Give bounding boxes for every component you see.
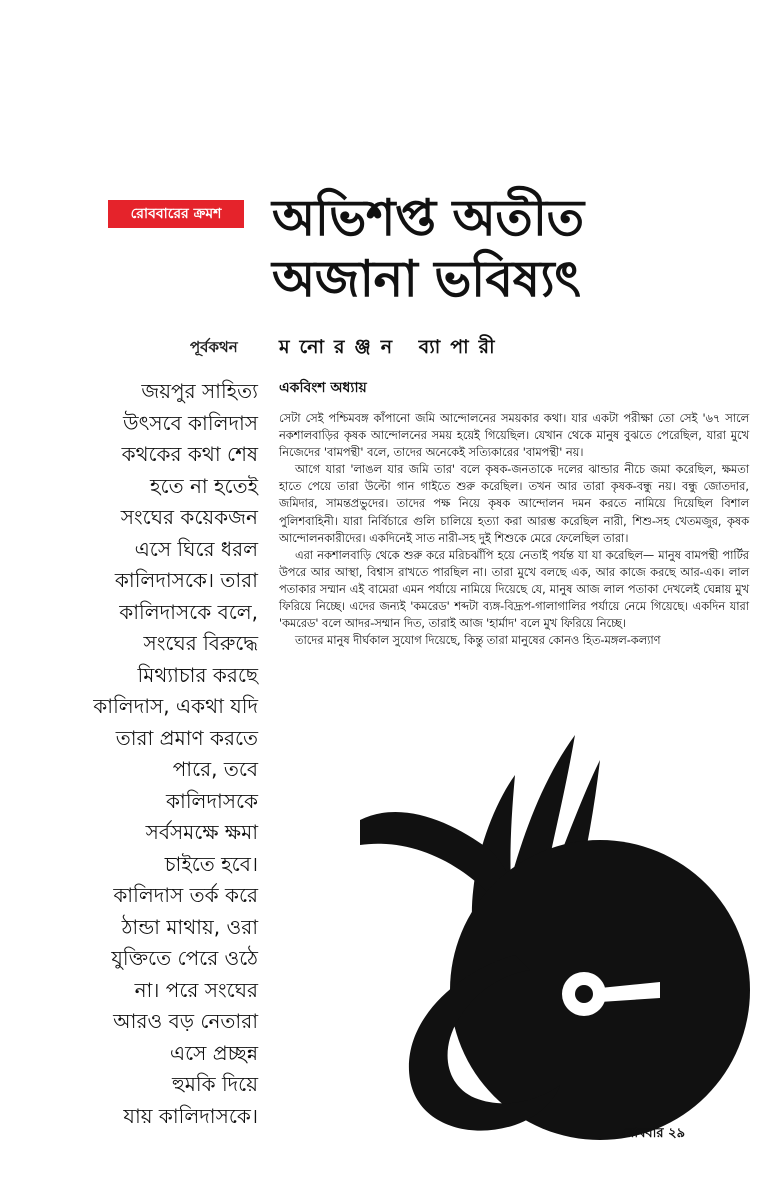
pull-quote-line: হতে না হতেই [150,473,258,498]
column-badge: রোববারের ক্রমশ [108,200,244,228]
pull-quote-line: যুক্তিতে পেরে ওঠে [111,946,258,970]
article-title [272,188,742,310]
body-paragraph: তাদের মানুষ দীর্ঘকাল সুযোগ দিয়েছে, কিন্তু তারা মানুষের কোনও হিত-মঙ্গল-কল্যাণ [295,634,661,648]
section-label: পূর্বকথন [190,338,238,356]
chapter-heading: একবিংশ অধ্যায় [279,380,367,396]
pull-quote-line: আরও বড় নেতারা [113,1009,258,1033]
pull-quote-line: মিথ্যাচার করছে [137,662,258,687]
pull-quote-line: উৎসবে কালিদাস [123,410,258,435]
page-footer: রোববার ২৯ [622,1126,686,1141]
pull-quote-line: কালিদাস, একথা যদি [93,694,258,718]
pull-quote [60,376,258,1132]
pull-quote-line: কালিদাসকে [166,788,258,813]
keyhole-center [575,985,593,1003]
ink-illustration [340,720,770,1165]
pull-quote-line: চাইতে হবে। [164,851,258,876]
pull-quote-line: সংঘের কয়েকজন [120,505,258,529]
pull-quote-line: কালিদাস তর্ক করে [113,883,258,907]
pull-quote-line: কালিদাসকে বলে, [119,599,258,624]
pull-quote-line: এসে ঘিরে ধরল [134,536,258,561]
body-paragraph: এরা নকশালবাড়ি থেকে শুরু করে মরিচঝাঁপি হয়ে নেতাই পর্যন্ত যা যা করেছিল— মানুষ বামপন্থী পার্টির উপরে আর আস্থা, বিশ্বাস রাখতে পারছিল না। তারা মুখে বলছে এক, আর কাজে করছে আর-এক। লাল পতাকার সম্মান এই বামেরা এমন পর্যায়ে নামিয়ে দিয়েছে যে, মানুষ আজ লাল পতাকা দেখলেই ঘেন্নায় মুখ ফিরিয়ে নিচ্ছে। এদের জন্যই 'কমরেড' শব্দটা ব্যঙ্গ-বিদ্রূপ-গালাগালির পর্যায়ে নেমে গিয়েছে। একদিন যারা 'কমরেড' বলে আদর-সম্মান দিত, তারাই আজ 'হার্মাদ' বলে মুখ ফিরিয়ে নিচ্ছে। [279,548,749,631]
pull-quote-line: তারা প্রমাণ করতে [115,725,258,750]
pull-quote-line: না। পরে সংঘের [134,977,258,1002]
pull-quote-line: পারে, তবে [172,757,258,781]
pull-quote-line: কথকের কথা শেষ [121,442,258,466]
pull-quote-line: জয়পুর সাহিত্য [141,379,258,403]
body-paragraph: সেটা সেই পশ্চিমবঙ্গ কাঁপানো জমি আন্দোলনের সময়কার কথা। যার একটা পরীক্ষা তো সেই '৬৭ সালে নকশালবাড়ির কৃষক আন্দোলনের সময় হয়েই গিয়েছিল। যেখান থেকে মানুষ বুঝতে পেরেছিল, যারা মুখে নিজেদের 'বামপন্থী' বলে, তাদের অনেকেই সত্যিকারের 'বামপন্থী' নয়। [279,412,749,460]
pull-quote-line: ঠান্ডা মাথায়, ওরা [121,914,258,939]
author-name: মনোরঞ্জন ব্যাপারী [279,336,505,358]
title-line-1: অভিশপ্ত অতীত [272,189,584,247]
title-line-2: অজানা ভবিষ্যৎ [272,250,581,308]
article-body [279,410,749,649]
pull-quote-line: হুমকি দিয়ে [172,1072,258,1096]
pull-quote-line: কালিদাসকে। তারা [114,568,258,592]
pull-quote-line: যায় কালিদাসকে। [123,1103,258,1128]
pull-quote-line: এসে প্রচ্ছন্ন [169,1040,258,1065]
pull-quote-line: সর্বসমক্ষে ক্ষমা [145,820,258,844]
body-paragraph: আগে যারা 'লাঙল যার জমি তার' বলে কৃষক-জনতাকে দলের ঝান্ডার নীচে জমা করেছিল, ক্ষমতা হাতে পেয়ে তারা উল্টো গান গাইতে শুরু করেছিল। তখন আর তারা কৃষক-বন্ধু নয়। বন্ধু জোতদার, জমিদার, সামন্তপ্রভুদের। তাদের পক্ষ নিয়ে কৃষক আন্দোলন দমন করতে নামিয়ে দিয়েছিল বিশাল পুলিশবাহিনী। যারা নির্বিচারে গুলি চালিয়ে হত্যা করা আরম্ভ করেছিল নারী, শিশু-সহ খেতমজুর, কৃষক আন্দোলনকারীদের। একদিনেই সাত নারী-সহ দুই শিশুকে মেরে ফেলেছিল তারা। [279,463,749,545]
pull-quote-line: সংঘের বিরুদ্ধে [143,631,258,655]
